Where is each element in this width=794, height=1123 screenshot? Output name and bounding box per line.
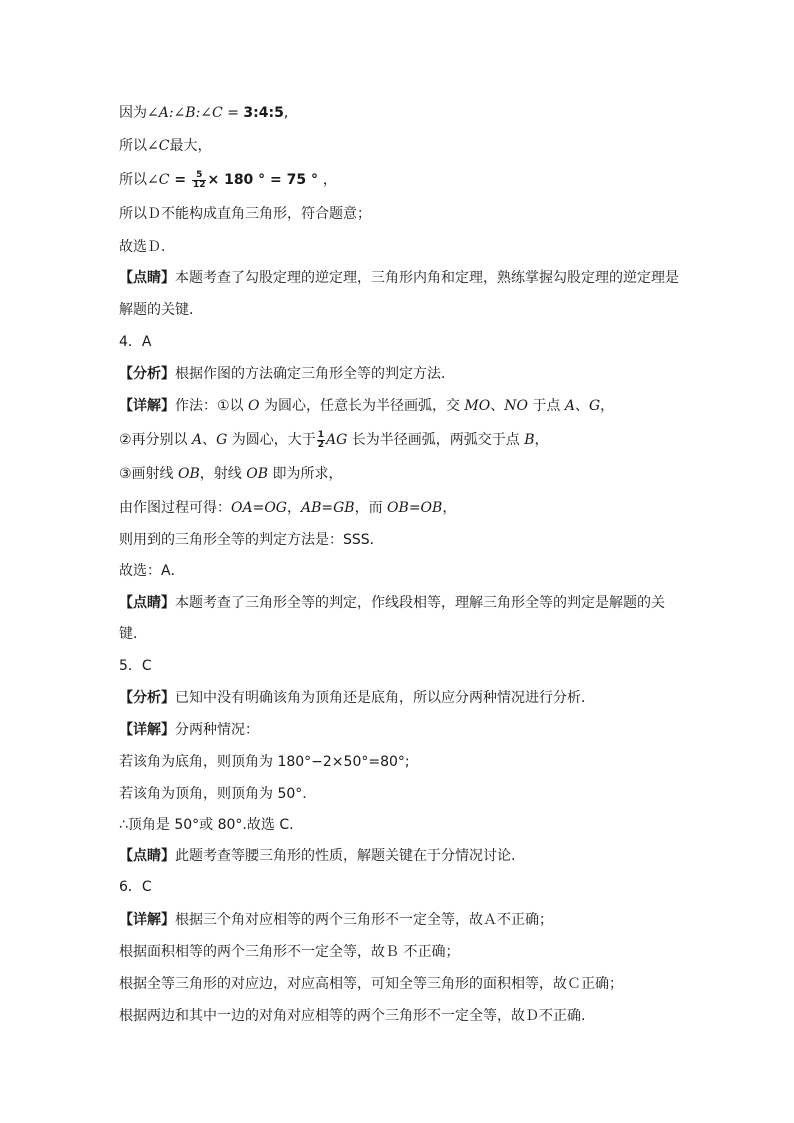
- fraction-numerator: 1: [317, 429, 325, 440]
- text: 分两种情况：: [175, 722, 259, 738]
- text: 、: [490, 398, 505, 414]
- detail-line: 根据全等三角形的对应边，对应高相等，可知全等三角形的面积相等，故Ｃ正确；: [119, 976, 623, 992]
- math-equality: AB=GB: [300, 500, 355, 516]
- section-tag-xiangjie: 【详解】: [119, 912, 175, 928]
- text: ,: [283, 105, 289, 121]
- text: ③画射线: [119, 466, 179, 482]
- math-ray: OB: [178, 466, 200, 482]
- comment-line: 键．: [119, 626, 147, 642]
- detail-line-step2: [119, 430, 699, 450]
- text: ，: [286, 500, 301, 516]
- solution-line-largest: [119, 136, 699, 156]
- text: 为圆心，大于: [227, 432, 316, 448]
- fraction-5-12: [192, 171, 207, 190]
- math-segment: MO: [464, 398, 491, 414]
- text: 所以: [119, 138, 147, 154]
- solution-line-angle-value: [119, 170, 699, 190]
- detail-line: 若该角为底角，则顶角为 180°−2×50°=80°;: [119, 754, 410, 770]
- detail-line: 根据面积相等的两个三角形不一定全等，故Ｂ 不正确；: [119, 944, 460, 960]
- fraction-numerator: 5: [192, 171, 207, 181]
- math-equals: =: [222, 105, 244, 121]
- text: 本题考查了勾股定理的逆定理，三角形内角和定理，熟练掌握勾股定理的逆定理是: [175, 270, 679, 286]
- fraction-denominator: 12: [192, 179, 206, 190]
- math-point: A: [192, 432, 203, 448]
- detail-line: 则用到的三角形全等的判定方法是：SSS．: [119, 532, 384, 548]
- solution-line: 所以Ｄ不能构成直角三角形，符合题意；: [119, 206, 371, 222]
- detail-line: ∴顶角是 50°或 80°.故选 C.: [119, 817, 294, 833]
- text: 、: [202, 432, 217, 448]
- analysis-line: [119, 688, 699, 708]
- text: 已知中没有明确该角为顶角还是底角，所以应分两种情况进行分析．: [175, 690, 595, 706]
- detail-line: [119, 720, 699, 740]
- text: ，: [534, 432, 549, 448]
- text: ，: [600, 398, 615, 414]
- detail-line: 若该角为顶角，则顶角为 50°.: [119, 786, 307, 802]
- text: 因为: [119, 105, 147, 121]
- section-tag-xiangjie: 【详解】: [119, 398, 175, 414]
- math-expression: × 180 °: [207, 172, 271, 188]
- section-tag-fenxi: 【分析】: [119, 690, 175, 706]
- text: 所以: [119, 172, 147, 188]
- section-tag-fenxi: 【分析】: [119, 366, 175, 382]
- text: 长为半径画弧，两弧交于点: [347, 432, 525, 448]
- detail-line-step3: [119, 464, 699, 484]
- text: 此题考查等腰三角形的性质，解题关键在于分情况讨论.: [175, 848, 516, 864]
- math-angle-ratio: ∠A:∠B:∠C: [147, 105, 223, 121]
- text: ，射线: [199, 466, 247, 482]
- text: ，: [322, 172, 337, 188]
- text: 、: [574, 398, 589, 414]
- math-segment: NO: [504, 398, 528, 414]
- detail-line: 根据两边和其中一边的对角对应相等的两个三角形不一定全等，故Ｄ不正确.: [119, 1008, 586, 1024]
- text: 于点: [527, 398, 565, 414]
- math-segment: AG: [326, 432, 348, 448]
- comment-line: 解题的关键．: [119, 302, 203, 318]
- text: ，而: [354, 500, 388, 516]
- question-number: 4．A: [119, 334, 152, 350]
- section-tag-dianjing: 【点睛】: [119, 595, 175, 611]
- detail-line-step1: [119, 396, 699, 416]
- text: ，: [442, 500, 457, 516]
- fraction-denominator: 2: [317, 439, 325, 450]
- question-number: 6．C: [119, 879, 152, 895]
- math-point: G: [588, 398, 601, 414]
- math-angle-c: ∠C: [147, 172, 170, 188]
- solution-line-ratio: [119, 103, 699, 123]
- comment-line: [119, 846, 699, 866]
- solution-line: 故选Ｄ．: [119, 239, 175, 255]
- math-point: G: [216, 432, 228, 448]
- text: 为圆心，任意长为半径画弧，交: [259, 398, 465, 414]
- math-point: A: [564, 398, 575, 414]
- comment-line: [119, 593, 699, 613]
- math-point: O: [248, 398, 260, 414]
- math-ray: OB: [246, 466, 268, 482]
- text: 根据三个角对应相等的两个三角形不一定全等，故Ａ不正确；: [175, 912, 553, 928]
- text: 最大，: [169, 138, 212, 154]
- math-ratio-value: 3:4:5: [243, 105, 284, 121]
- text: 本题考查了三角形全等的判定，作线段相等，理解三角形全等的判定是解题的关: [175, 595, 665, 611]
- math-equals: =: [169, 172, 191, 188]
- detail-line: [119, 910, 699, 930]
- detail-line-equalities: [119, 498, 699, 518]
- comment-line: [119, 268, 699, 288]
- question-number: 5．C: [119, 658, 152, 674]
- math-angle-c: ∠C: [147, 138, 170, 154]
- text: 由作图过程可得：: [119, 500, 231, 516]
- math-point: B: [524, 432, 535, 448]
- section-tag-xiangjie: 【详解】: [119, 722, 175, 738]
- text: 根据作图的方法确定三角形全等的判定方法．: [175, 366, 455, 382]
- math-equality: OA=OG: [231, 500, 287, 516]
- section-tag-dianjing: 【点睛】: [119, 848, 175, 864]
- math-result: = 75 °: [270, 172, 323, 188]
- text: 作法：①以: [175, 398, 249, 414]
- section-tag-dianjing: 【点睛】: [119, 270, 175, 286]
- analysis-line: [119, 364, 699, 384]
- detail-line: 故选：A．: [119, 563, 185, 579]
- text: 即为所求，: [268, 466, 343, 482]
- text: ②再分别以: [119, 432, 193, 448]
- fraction-1-2: [317, 431, 325, 450]
- math-equality: OB=OB: [387, 500, 443, 516]
